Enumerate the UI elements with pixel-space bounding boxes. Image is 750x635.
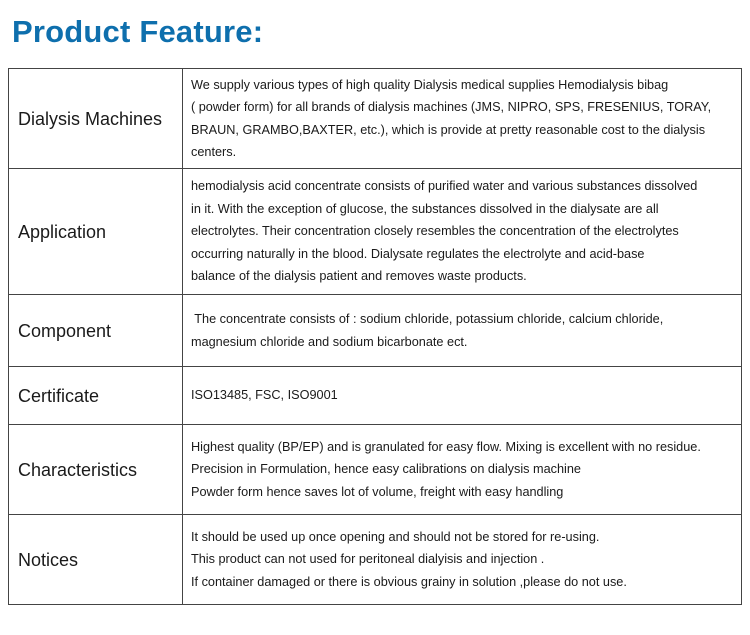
content-line: centers. [191, 145, 237, 159]
row-label: Application [9, 169, 183, 295]
content-line: It should be used up once opening and should not be stored for re-using. [191, 529, 600, 544]
content-line: This product can not used for peritoneal dialyisis and injection . [191, 552, 545, 567]
content-line: magnesium chloride and sodium bicarbonate ect. [191, 334, 468, 349]
content-line: If container damaged or there is obvious grainy in solution ,please do not use. [191, 574, 627, 589]
content-line: electrolytes. Their concentration closely resembles the concentration of the electrolytes [191, 224, 679, 239]
content-line: occurring naturally in the blood. Dialysate regulates the electrolyte and acid-base [191, 246, 645, 261]
content-line: Powder form hence saves lot of volume, freight with easy handling [191, 484, 564, 499]
content-line: ISO13485, FSC, ISO9001 [191, 388, 338, 403]
table-row-dialysis-machines [9, 69, 742, 169]
row-content [183, 425, 742, 515]
table-row-component [9, 295, 742, 367]
row-content [183, 69, 742, 169]
table-row-characteristics [9, 425, 742, 515]
content-line: hemodialysis acid concentrate consists of purified water and various substances dissolved [191, 179, 698, 194]
table-row-application [9, 169, 742, 295]
content-line: We supply various types of high quality Dialysis medical supplies Hemodialysis bibag [191, 77, 669, 92]
row-label: Notices [9, 515, 183, 605]
content-line: ( powder form) for all brands of dialysis machines (JMS, NIPRO, SPS, FRESENIUS, TORAY, [191, 100, 712, 114]
row-content [183, 295, 742, 367]
row-label: Characteristics [9, 425, 183, 515]
content-line: BRAUN, GRAMBO,BAXTER, etc.), which is provide at pretty reasonable cost to the dialysis [191, 122, 706, 137]
table-row-notices [9, 515, 742, 605]
row-label: Component [9, 295, 183, 367]
content-line: in it. With the exception of glucose, the substances dissolved in the dialysate are all [191, 201, 659, 216]
row-label: Dialysis Machines [9, 69, 183, 169]
row-content [183, 367, 742, 425]
row-content [183, 515, 742, 605]
content-line: Highest quality (BP/EP) and is granulated for easy flow. Mixing is excellent with no residue. [191, 439, 701, 454]
content-line: The concentrate consists of : sodium chloride, potassium chloride, calcium chloride, [191, 312, 664, 326]
content-line: balance of the dialysis patient and removes waste products. [191, 269, 527, 284]
table-row-certificate [9, 367, 742, 425]
page-title: Product Feature: [12, 14, 264, 49]
row-label: Certificate [9, 367, 183, 425]
row-content [183, 169, 742, 295]
product-feature-table [8, 68, 742, 605]
content-line: Precision in Formulation, hence easy calibrations on dialysis machine [191, 462, 581, 477]
